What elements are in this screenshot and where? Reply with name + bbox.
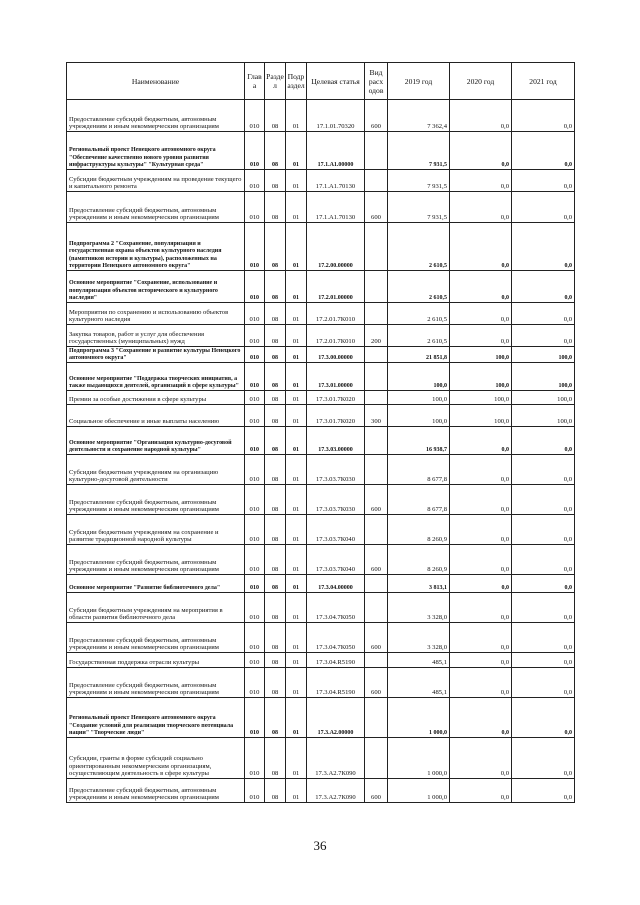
cell-2019: 7 931,5 — [388, 132, 450, 170]
cell-razdel: 08 — [265, 427, 286, 455]
cell-2019: 1 000,0 — [388, 738, 450, 779]
cell-name: Региональный проект Ненецкого автономного округа "Обеспечение качественно нового уровня развития инфраструктуры культуры" "Культурная среда" — [67, 132, 245, 170]
cell-2019: 3 328,0 — [388, 593, 450, 623]
cell-2021: 0,0 — [512, 271, 575, 303]
cell-podrazdel: 01 — [286, 485, 307, 515]
cell-razdel: 08 — [265, 303, 286, 325]
cell-name: Предоставление субсидий бюджетным, автономным учреждениям и иным некоммерческим организациям — [67, 623, 245, 653]
cell-2019: 8 260,9 — [388, 545, 450, 575]
cell-razdel: 08 — [265, 192, 286, 223]
cell-expense-type: 300 — [365, 405, 388, 427]
cell-razdel: 08 — [265, 738, 286, 779]
cell-name: Предоставление субсидий бюджетным, автономным учреждениям и иным некоммерческим организациям — [67, 668, 245, 698]
cell-name: Предоставление субсидий бюджетным, автономным учреждениям и иным некоммерческим организациям — [67, 545, 245, 575]
cell-2021: 0,0 — [512, 485, 575, 515]
cell-podrazdel: 01 — [286, 170, 307, 192]
cell-razdel: 08 — [265, 223, 286, 271]
cell-expense-type — [365, 575, 388, 593]
cell-name: Субсидии, гранты в форме субсидий социально ориентированным некоммерческим организациям, осуществляющим деятельность в сфере культуры — [67, 738, 245, 779]
cell-podrazdel: 01 — [286, 223, 307, 271]
cell-2020: 100,0 — [450, 347, 512, 363]
cell-2021: 0,0 — [512, 192, 575, 223]
header-name: Наименование — [67, 63, 245, 100]
table-row — [67, 698, 575, 738]
cell-expense-type — [365, 170, 388, 192]
cell-podrazdel: 01 — [286, 575, 307, 593]
cell-glava: 010 — [245, 271, 265, 303]
cell-razdel: 08 — [265, 545, 286, 575]
cell-glava: 010 — [245, 405, 265, 427]
cell-name: Субсидии бюджетным учреждениям на организацию культурно-досуговой деятельности — [67, 455, 245, 485]
cell-razdel: 08 — [265, 593, 286, 623]
cell-2021: 0,0 — [512, 303, 575, 325]
cell-2020: 0,0 — [450, 170, 512, 192]
cell-target: 17.3.03.7К040 — [307, 545, 365, 575]
cell-razdel: 08 — [265, 668, 286, 698]
cell-razdel: 08 — [265, 391, 286, 405]
cell-2020: 0,0 — [450, 575, 512, 593]
cell-2021: 0,0 — [512, 623, 575, 653]
cell-name: Основное мероприятие "Сохранение, использование и популяризация объектов исторического и культурного наследия" — [67, 271, 245, 303]
cell-podrazdel: 01 — [286, 698, 307, 738]
cell-2019: 485,1 — [388, 668, 450, 698]
cell-razdel: 08 — [265, 271, 286, 303]
cell-glava: 010 — [245, 779, 265, 803]
cell-podrazdel: 01 — [286, 515, 307, 545]
header-glava: Глав а — [245, 63, 265, 100]
cell-2019: 485,1 — [388, 653, 450, 668]
cell-2020: 0,0 — [450, 303, 512, 325]
table-row — [67, 623, 575, 653]
cell-name: Подпрограмма 2 "Сохранение, популяризация и государственная охрана объектов культурного наследия (памятников истории и культуры), расположенных на территории Ненецкого автономного округа" — [67, 223, 245, 271]
cell-expense-type — [365, 738, 388, 779]
cell-target: 17.3.04.7К050 — [307, 593, 365, 623]
cell-2019: 7 362,4 — [388, 100, 450, 132]
cell-2019: 1 000,0 — [388, 779, 450, 803]
cell-name: Основное мероприятие "Развитие библиотечного дела" — [67, 575, 245, 593]
cell-glava: 010 — [245, 668, 265, 698]
table-row — [67, 515, 575, 545]
cell-target: 17.2.01.7К010 — [307, 325, 365, 347]
table-row — [67, 325, 575, 347]
table-row — [67, 545, 575, 575]
cell-razdel: 08 — [265, 347, 286, 363]
cell-target: 17.1.01.70320 — [307, 100, 365, 132]
cell-target: 17.3.01.00000 — [307, 363, 365, 391]
cell-2021: 0,0 — [512, 325, 575, 347]
table-row — [67, 223, 575, 271]
cell-2021: 0,0 — [512, 653, 575, 668]
cell-2019: 100,0 — [388, 405, 450, 427]
cell-podrazdel: 01 — [286, 593, 307, 623]
cell-glava: 010 — [245, 427, 265, 455]
cell-expense-type — [365, 593, 388, 623]
cell-glava: 010 — [245, 100, 265, 132]
cell-podrazdel: 01 — [286, 779, 307, 803]
cell-2019: 8 677,8 — [388, 455, 450, 485]
cell-razdel: 08 — [265, 405, 286, 427]
cell-target: 17.3.04.R5190 — [307, 668, 365, 698]
cell-name: Субсидии бюджетным учреждениям на проведение текущего и капитального ремонта — [67, 170, 245, 192]
cell-2021: 100,0 — [512, 347, 575, 363]
cell-2020: 0,0 — [450, 132, 512, 170]
cell-2019: 2 610,5 — [388, 223, 450, 271]
cell-name: Премии за особые достижения в сфере культуры — [67, 391, 245, 405]
cell-2020: 0,0 — [450, 738, 512, 779]
header-podrazdel: Подр аздел — [286, 63, 307, 100]
table-row — [67, 427, 575, 455]
cell-2021: 0,0 — [512, 132, 575, 170]
cell-razdel: 08 — [265, 515, 286, 545]
cell-glava: 010 — [245, 545, 265, 575]
cell-expense-type — [365, 455, 388, 485]
cell-2019: 2 610,5 — [388, 303, 450, 325]
cell-razdel: 08 — [265, 170, 286, 192]
cell-2020: 0,0 — [450, 545, 512, 575]
cell-2019: 7 931,5 — [388, 170, 450, 192]
cell-podrazdel: 01 — [286, 303, 307, 325]
table-row — [67, 593, 575, 623]
cell-glava: 010 — [245, 575, 265, 593]
cell-2019: 100,0 — [388, 363, 450, 391]
cell-expense-type: 600 — [365, 668, 388, 698]
cell-razdel: 08 — [265, 623, 286, 653]
budget-table — [66, 62, 575, 803]
cell-2019: 2 610,5 — [388, 325, 450, 347]
cell-2019: 8 677,8 — [388, 485, 450, 515]
table-row — [67, 575, 575, 593]
cell-target: 17.2.01.00000 — [307, 271, 365, 303]
cell-2021: 0,0 — [512, 779, 575, 803]
cell-2019: 3 328,0 — [388, 623, 450, 653]
page-number: 36 — [313, 838, 327, 853]
cell-expense-type — [365, 515, 388, 545]
cell-2020: 0,0 — [450, 325, 512, 347]
cell-2021: 0,0 — [512, 738, 575, 779]
cell-target: 17.3.04.R5190 — [307, 653, 365, 668]
cell-name: Основное мероприятие "Организация культурно-досуговой деятельности и сохранение народной культуры" — [67, 427, 245, 455]
cell-expense-type: 600 — [365, 100, 388, 132]
cell-podrazdel: 01 — [286, 192, 307, 223]
cell-target: 17.3.04.00000 — [307, 575, 365, 593]
cell-glava: 010 — [245, 738, 265, 779]
table-row — [67, 653, 575, 668]
cell-2020: 100,0 — [450, 391, 512, 405]
cell-name: Предоставление субсидий бюджетным, автономным учреждениям и иным некоммерческим организациям — [67, 192, 245, 223]
cell-podrazdel: 01 — [286, 271, 307, 303]
cell-podrazdel: 01 — [286, 668, 307, 698]
cell-name: Предоставление субсидий бюджетным, автономным учреждениям и иным некоммерческим организациям — [67, 485, 245, 515]
cell-expense-type — [365, 223, 388, 271]
cell-2020: 0,0 — [450, 427, 512, 455]
cell-glava: 010 — [245, 223, 265, 271]
cell-2021: 100,0 — [512, 405, 575, 427]
cell-glava: 010 — [245, 391, 265, 405]
cell-razdel: 08 — [265, 698, 286, 738]
cell-razdel: 08 — [265, 455, 286, 485]
cell-2021: 100,0 — [512, 391, 575, 405]
cell-podrazdel: 01 — [286, 455, 307, 485]
cell-expense-type: 600 — [365, 545, 388, 575]
cell-razdel: 08 — [265, 325, 286, 347]
cell-target: 17.1.A1.70130 — [307, 192, 365, 223]
cell-target: 17.3.04.7К050 — [307, 623, 365, 653]
cell-name: Основное мероприятие "Поддержка творческих инициатив, а также выдающихся деятелей, организаций в сфере культуры" — [67, 363, 245, 391]
cell-2021: 0,0 — [512, 698, 575, 738]
cell-glava: 010 — [245, 455, 265, 485]
cell-expense-type — [365, 347, 388, 363]
cell-2019: 2 610,5 — [388, 271, 450, 303]
cell-glava: 010 — [245, 132, 265, 170]
cell-2020: 0,0 — [450, 100, 512, 132]
table-row — [67, 668, 575, 698]
cell-target: 17.1.A1.00000 — [307, 132, 365, 170]
cell-2020: 100,0 — [450, 405, 512, 427]
cell-2019: 1 000,0 — [388, 698, 450, 738]
header-2019: 2019 год — [388, 63, 450, 100]
cell-razdel: 08 — [265, 653, 286, 668]
cell-2021: 0,0 — [512, 668, 575, 698]
cell-2019: 3 813,1 — [388, 575, 450, 593]
cell-podrazdel: 01 — [286, 325, 307, 347]
table-row — [67, 170, 575, 192]
cell-expense-type: 600 — [365, 779, 388, 803]
cell-glava: 010 — [245, 653, 265, 668]
cell-2020: 0,0 — [450, 455, 512, 485]
cell-2021: 0,0 — [512, 515, 575, 545]
header-razdel: Разде л — [265, 63, 286, 100]
cell-2020: 0,0 — [450, 623, 512, 653]
cell-glava: 010 — [245, 347, 265, 363]
cell-name: Подпрограмма 3 "Сохранение и развитие культуры Ненецкого автономного округа" — [67, 347, 245, 363]
cell-2021: 0,0 — [512, 100, 575, 132]
cell-2021: 0,0 — [512, 170, 575, 192]
cell-name: Государственная поддержка отрасли культуры — [67, 653, 245, 668]
cell-2020: 0,0 — [450, 779, 512, 803]
cell-target: 17.2.01.7К010 — [307, 303, 365, 325]
header-expense-type: Вид расх одов — [365, 63, 388, 100]
cell-2020: 0,0 — [450, 515, 512, 545]
cell-podrazdel: 01 — [286, 405, 307, 427]
cell-2020: 0,0 — [450, 653, 512, 668]
cell-razdel: 08 — [265, 485, 286, 515]
cell-name: Социальное обеспечение и иные выплаты населению — [67, 405, 245, 427]
cell-glava: 010 — [245, 515, 265, 545]
cell-expense-type — [365, 363, 388, 391]
cell-glava: 010 — [245, 170, 265, 192]
cell-razdel: 08 — [265, 779, 286, 803]
cell-razdel: 08 — [265, 132, 286, 170]
cell-name: Субсидии бюджетным учреждениям на мероприятия в области развития библиотечного дела — [67, 593, 245, 623]
cell-expense-type — [365, 698, 388, 738]
cell-podrazdel: 01 — [286, 427, 307, 455]
cell-2021: 0,0 — [512, 223, 575, 271]
cell-name: Субсидии бюджетным учреждениям на сохранение и развитие традиционной народной культуры — [67, 515, 245, 545]
table-row — [67, 485, 575, 515]
table-row — [67, 738, 575, 779]
table-row — [67, 132, 575, 170]
table-row — [67, 100, 575, 132]
cell-expense-type — [365, 271, 388, 303]
cell-podrazdel: 01 — [286, 738, 307, 779]
cell-expense-type — [365, 653, 388, 668]
cell-expense-type: 600 — [365, 192, 388, 223]
cell-target: 17.3.00.00000 — [307, 347, 365, 363]
cell-razdel: 08 — [265, 363, 286, 391]
cell-2019: 8 260,9 — [388, 515, 450, 545]
table-row — [67, 271, 575, 303]
cell-glava: 010 — [245, 363, 265, 391]
cell-target: 17.3.01.7К020 — [307, 391, 365, 405]
cell-razdel: 08 — [265, 575, 286, 593]
cell-2019: 100,0 — [388, 391, 450, 405]
cell-expense-type: 200 — [365, 325, 388, 347]
cell-name: Предоставление субсидий бюджетным, автономным учреждениям и иным некоммерческим организациям — [67, 100, 245, 132]
table-row — [67, 779, 575, 803]
cell-expense-type: 600 — [365, 485, 388, 515]
table-header-row — [67, 63, 575, 100]
cell-target: 17.3.A2.7К090 — [307, 779, 365, 803]
cell-2019: 21 851,8 — [388, 347, 450, 363]
cell-target: 17.3.A2.00000 — [307, 698, 365, 738]
cell-glava: 010 — [245, 485, 265, 515]
cell-2020: 0,0 — [450, 668, 512, 698]
cell-2021: 0,0 — [512, 545, 575, 575]
cell-target: 17.3.03.7К030 — [307, 485, 365, 515]
table-row — [67, 391, 575, 405]
budget-table-sheet — [66, 62, 574, 803]
cell-target: 17.3.03.7К030 — [307, 455, 365, 485]
cell-podrazdel: 01 — [286, 653, 307, 668]
cell-razdel: 08 — [265, 100, 286, 132]
cell-target: 17.3.03.7К040 — [307, 515, 365, 545]
table-row — [67, 303, 575, 325]
cell-expense-type — [365, 427, 388, 455]
cell-2020: 0,0 — [450, 593, 512, 623]
table-row — [67, 455, 575, 485]
cell-glava: 010 — [245, 303, 265, 325]
cell-podrazdel: 01 — [286, 132, 307, 170]
cell-podrazdel: 01 — [286, 100, 307, 132]
cell-2021: 0,0 — [512, 575, 575, 593]
cell-podrazdel: 01 — [286, 347, 307, 363]
cell-podrazdel: 01 — [286, 545, 307, 575]
cell-glava: 010 — [245, 593, 265, 623]
header-2021: 2021 год — [512, 63, 575, 100]
cell-name: Предоставление субсидий бюджетным, автономным учреждениям и иным некоммерческим организациям — [67, 779, 245, 803]
cell-target: 17.1.A1.70130 — [307, 170, 365, 192]
table-row — [67, 363, 575, 391]
cell-target: 17.3.01.7К020 — [307, 405, 365, 427]
cell-target: 17.2.00.00000 — [307, 223, 365, 271]
cell-2021: 100,0 — [512, 363, 575, 391]
cell-2021: 0,0 — [512, 593, 575, 623]
header-2020: 2020 год — [450, 63, 512, 100]
cell-glava: 010 — [245, 623, 265, 653]
cell-2020: 0,0 — [450, 192, 512, 223]
cell-target: 17.3.A2.7К090 — [307, 738, 365, 779]
cell-2020: 0,0 — [450, 485, 512, 515]
cell-2021: 0,0 — [512, 455, 575, 485]
cell-podrazdel: 01 — [286, 363, 307, 391]
cell-name: Региональный проект Ненецкого автономного округа "Создание условий для реализации творческого потенциала нации" "Творческие люди" — [67, 698, 245, 738]
cell-glava: 010 — [245, 325, 265, 347]
cell-2019: 7 931,5 — [388, 192, 450, 223]
table-row — [67, 347, 575, 363]
cell-target: 17.3.03.00000 — [307, 427, 365, 455]
cell-2020: 100,0 — [450, 363, 512, 391]
cell-2020: 0,0 — [450, 698, 512, 738]
cell-expense-type: 600 — [365, 623, 388, 653]
cell-2021: 0,0 — [512, 427, 575, 455]
cell-glava: 010 — [245, 192, 265, 223]
cell-glava: 010 — [245, 698, 265, 738]
cell-expense-type — [365, 132, 388, 170]
table-row — [67, 405, 575, 427]
cell-podrazdel: 01 — [286, 623, 307, 653]
header-target: Целевая статья — [307, 63, 365, 100]
cell-podrazdel: 01 — [286, 391, 307, 405]
table-row — [67, 192, 575, 223]
cell-expense-type — [365, 391, 388, 405]
cell-2020: 0,0 — [450, 223, 512, 271]
cell-2019: 16 938,7 — [388, 427, 450, 455]
cell-expense-type — [365, 303, 388, 325]
cell-name: Закупка товаров, работ и услуг для обеспечения государственных (муниципальных) нужд — [67, 325, 245, 347]
cell-name: Мероприятия по сохранению и использованию объектов культурного наследия — [67, 303, 245, 325]
cell-2020: 0,0 — [450, 271, 512, 303]
